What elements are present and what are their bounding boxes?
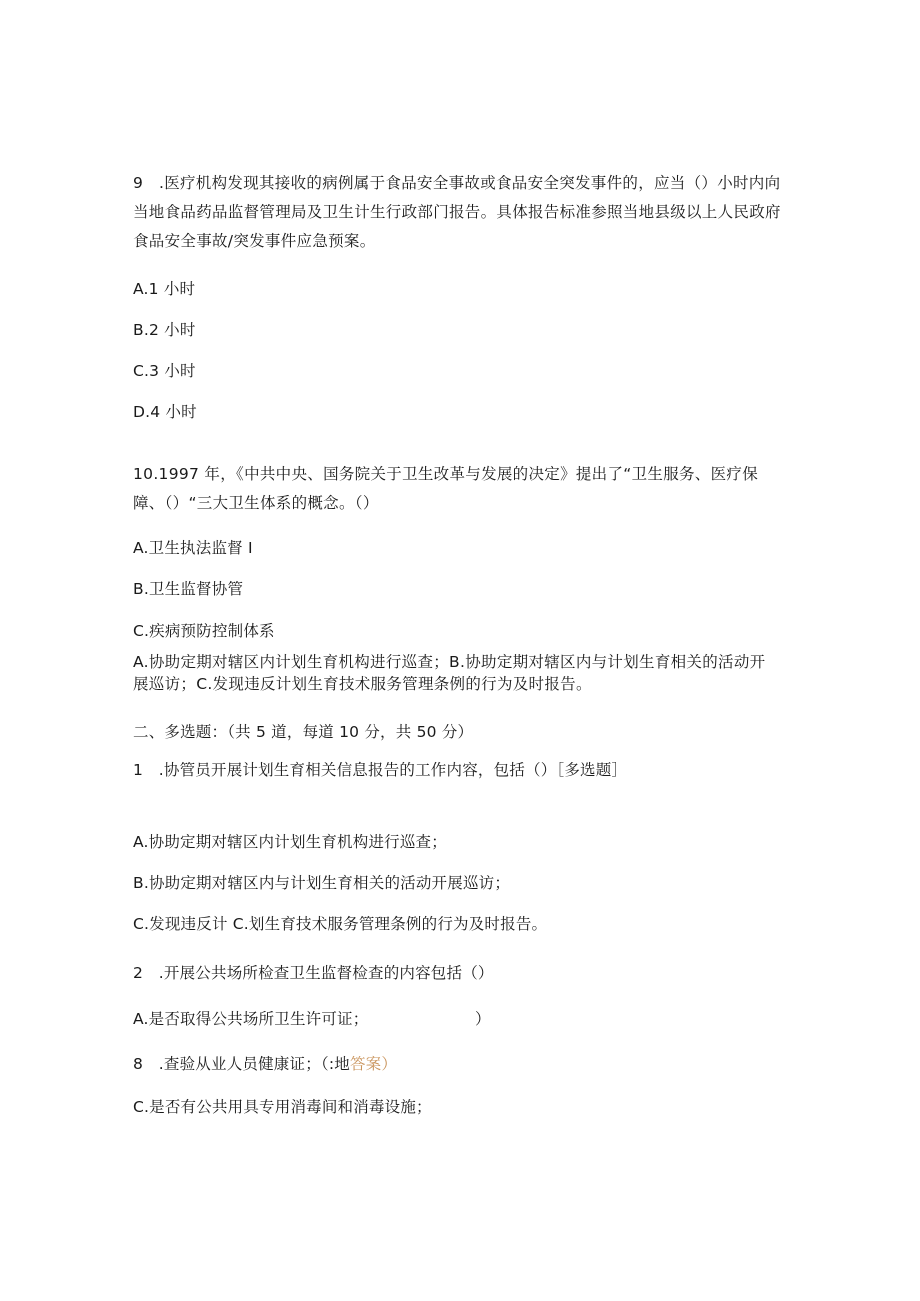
multi-question-1-stem: 1 .协管员开展计划生育相关信息报告的工作内容，包括（）［多选题］ [133,761,628,779]
mq1-option-b: B.协助定期对辖区内与计划生育相关的活动开展巡访； [133,874,511,892]
mq2-option-8 [133,1054,397,1074]
mq1-option-a: A.协助定期对辖区内计划生育机构进行巡查； [133,833,447,851]
q10-answer-text: A.协助定期对辖区内计划生育机构进行巡查；B.协助定期对辖区内与计划生育相关的活动开展巡访；C.发现违反计划生育技术服务管理条例的行为及时报告。 [133,653,766,693]
section-2-heading: 二、多选题：（共 5 道，每道 10 分，共 50 分） [133,723,474,741]
q9-option-b: B.2 小时 [133,321,196,339]
mq2-option-8-text: 8 .查验从业人员健康证；（:地 [133,1055,350,1073]
q10-option-a: A.卫生执法监督 I [133,539,253,557]
mq2-option-a: A.是否取得公共场所卫生许可证； [133,1010,369,1028]
question-10-stem: 10.1997 年，《中共中央、国务院关于卫生改革与发展的决定》提出了“卫生服务、医疗保障、（）“三大卫生体系的概念。（） [133,465,759,512]
q10-option-b: B.卫生监督协管 [133,580,244,598]
question-9-stem: 9 .医疗机构发现其接收的病例属于食品安全事故或食品安全突发事件的，应当（）小时内向当地食品药品监督管理局及卫生计生行政部门报告。具体报告标准参照当地县级以上人民政府食品安全事故/突发事件应急预案。 [133,174,781,250]
q9-option-d: D.4 小时 [133,403,197,421]
mq1-option-c: C.发现违反计 C.划生育技术服务管理条例的行为及时报告。 [133,915,548,933]
multi-question-2-stem: 2 .开展公共场所检查卫生监督检查的内容包括（） [133,964,494,982]
mq2-option-8-answer: 答案） [349,1055,398,1073]
q9-option-a: A.1 小时 [133,280,196,298]
mq2-option-c: C.是否有公共用具专用消毒间和消毒设施； [133,1098,432,1116]
mq2-option-a-tail: ） [475,1010,491,1028]
q10-option-c: C.疾病预防控制体系 [133,622,275,640]
q9-option-c: C.3 小时 [133,362,196,380]
